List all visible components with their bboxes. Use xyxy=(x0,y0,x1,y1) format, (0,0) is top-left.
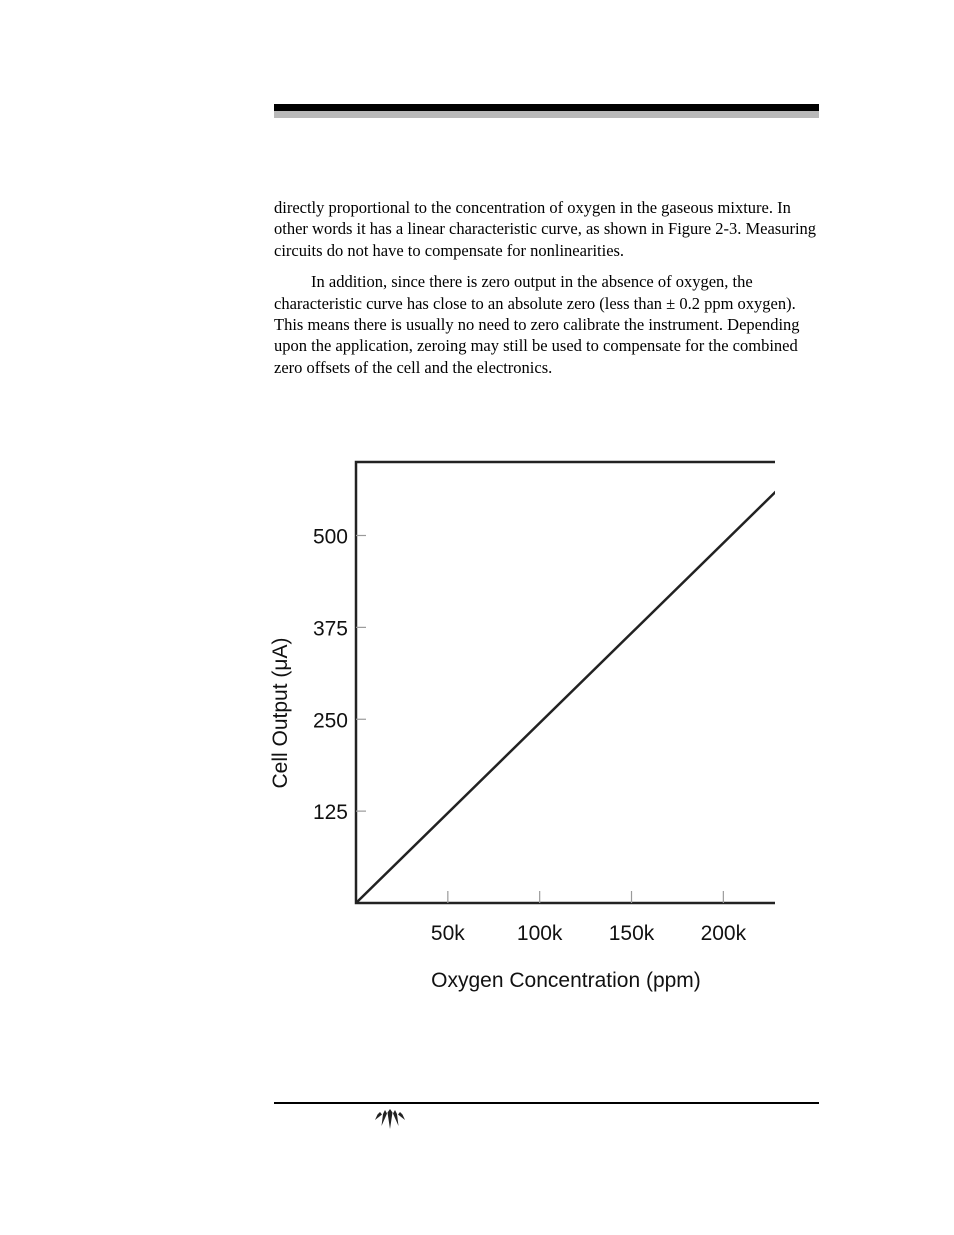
footer-rule xyxy=(274,1102,819,1104)
y-tick-label-375: 375 xyxy=(312,617,348,641)
y-tick-label-125: 125 xyxy=(312,801,348,825)
x-tick-label-150k: 150k xyxy=(608,922,655,945)
y-tick-label-250: 250 xyxy=(312,709,348,733)
x-tick-label-100k: 100k xyxy=(516,922,563,945)
series-line-1 xyxy=(356,462,775,903)
y-axis-label: Cell Output (μA) xyxy=(269,637,292,789)
plot-frame xyxy=(356,462,775,903)
x-tick-label-200k: 200k xyxy=(700,922,747,945)
body-text xyxy=(274,197,819,388)
oxygen-cell-output-chart xyxy=(255,450,775,1010)
header-rule-shadow xyxy=(274,111,819,118)
x-axis-label: Oxygen Concentration (ppm) xyxy=(431,969,701,992)
teledyne-logo-icon xyxy=(372,1106,408,1130)
paragraph-2: In addition, since there is zero output in the absence of oxygen, the characteristic curve has close to an absolute zero (less than ± 0.2 ppm oxygen). This means there is usually no need to zero calibrate the instrument. Depending upon the application, zeroing may still be used to compensate for the combined zero offsets of the cell and the electronics. xyxy=(274,272,800,377)
paragraph-1: directly proportional to the concentration of oxygen in the gaseous mixture. In other words it has a linear characteristic curve, as shown in Figure 2-3. Measuring circuits do not have to compensate for nonlinearities. xyxy=(274,198,817,260)
y-tick-label-500: 500 xyxy=(312,525,348,549)
x-tick-label-50k: 50k xyxy=(430,922,465,945)
header-rule xyxy=(274,104,819,111)
